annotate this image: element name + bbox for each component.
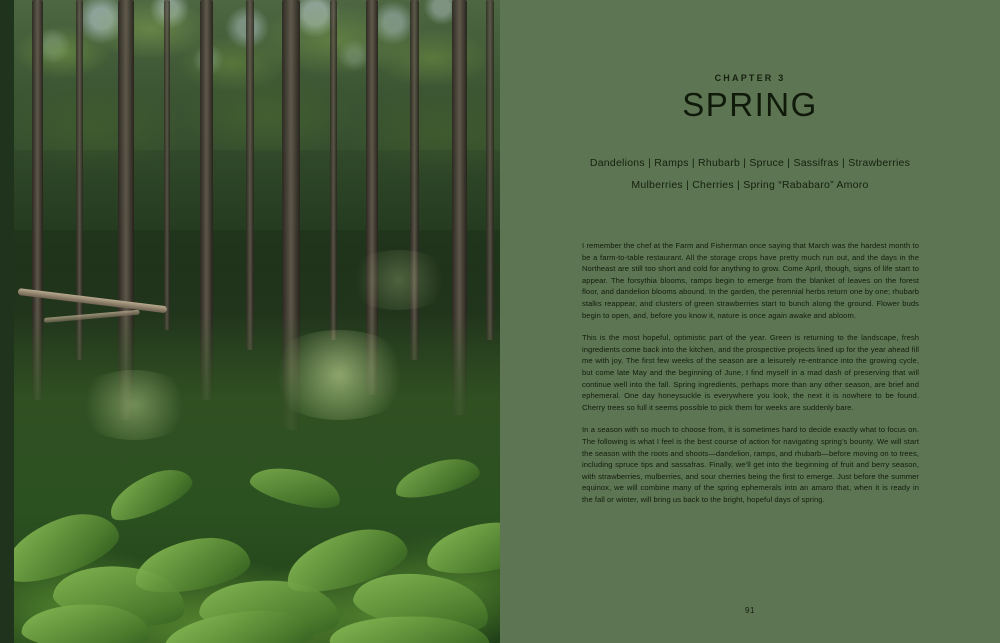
ingredient-line: Dandelions | Ramps | Rhubarb | Spruce | Sassifras | Strawberries [589, 157, 911, 169]
chapter-title: SPRING [682, 86, 818, 123]
tree-trunk [330, 0, 337, 340]
tree-trunk [246, 0, 254, 350]
light-patch [74, 370, 194, 440]
tree-trunk [486, 0, 494, 340]
ingredient-line: Mulberries | Cherries | Spring “Rababaro” Amoro [631, 179, 869, 191]
tree-trunk [164, 0, 170, 330]
light-patch [264, 330, 414, 420]
tree-trunk [76, 0, 83, 360]
paragraph: I remember the chef at the Farm and Fisherman once saying that March was the hardest month to be a farm-to-table restaurant. All the storage crops have pretty much run out, and the days in the Northeast are still too short and cold for anything to grow. Come April, though, signs of life start to appear. The forsythia blooms, ramps begin to emerge from the blanket of leaves on the forest floor, and dandelion blooms abound. In the garden, the perennial herbs return one by one; rhubarb stalks reappear, and clusters of green strawberries start to bunch along the ground. Flower buds begin to open, and, before you know it, nature is once again awake and abloom. [582, 241, 919, 320]
paragraph: In a season with so much to choose from, it is sometimes hard to decide exactly what to focus on. The following is what I feel is the best course of action for navigating spring’s bounty. We will start the season with the roots and shoots—dandelion, ramps, and rhubarb—before moving on to trees, including spruce tips and sassafras. Finally, we’ll get into the beginning of fruit and berry season, with strawberries, mulberries, and sour cherries being the first to emerge. Just before the summer equinox, we will combine many of the spring ephemerals into an amaro that, when it is ready in the fall or winter, will bring us back to the bright, hopeful days of spring. [582, 425, 919, 504]
chapter-label: CHAPTER 3 [714, 73, 786, 83]
right-page [500, 0, 1000, 643]
forest-photograph [14, 0, 500, 643]
body-copy [582, 240, 919, 516]
page-number: 91 [745, 606, 755, 615]
light-patch [344, 250, 454, 310]
ingredient-list [500, 152, 1000, 196]
paragraph: This is the most hopeful, optimistic part of the year. Green is returning to the landscape, fresh ingredients come back into the kitchen, and the prospective projects lined up for the year ahead fill me with joy. The first few weeks of the season are a leisurely re-entrance into the growing cycle, but come late May and the beginning of June, I find myself in a mad dash of preserving that will continue well into the fall. Spring ingredients, perhaps more than any other season, are brief and ephemeral. One day honeysuckle is everywhere you look, the next it is nowhere to be found. Cherry trees so full it seems possible to pick them for weeks are suddenly bare. [582, 333, 919, 412]
